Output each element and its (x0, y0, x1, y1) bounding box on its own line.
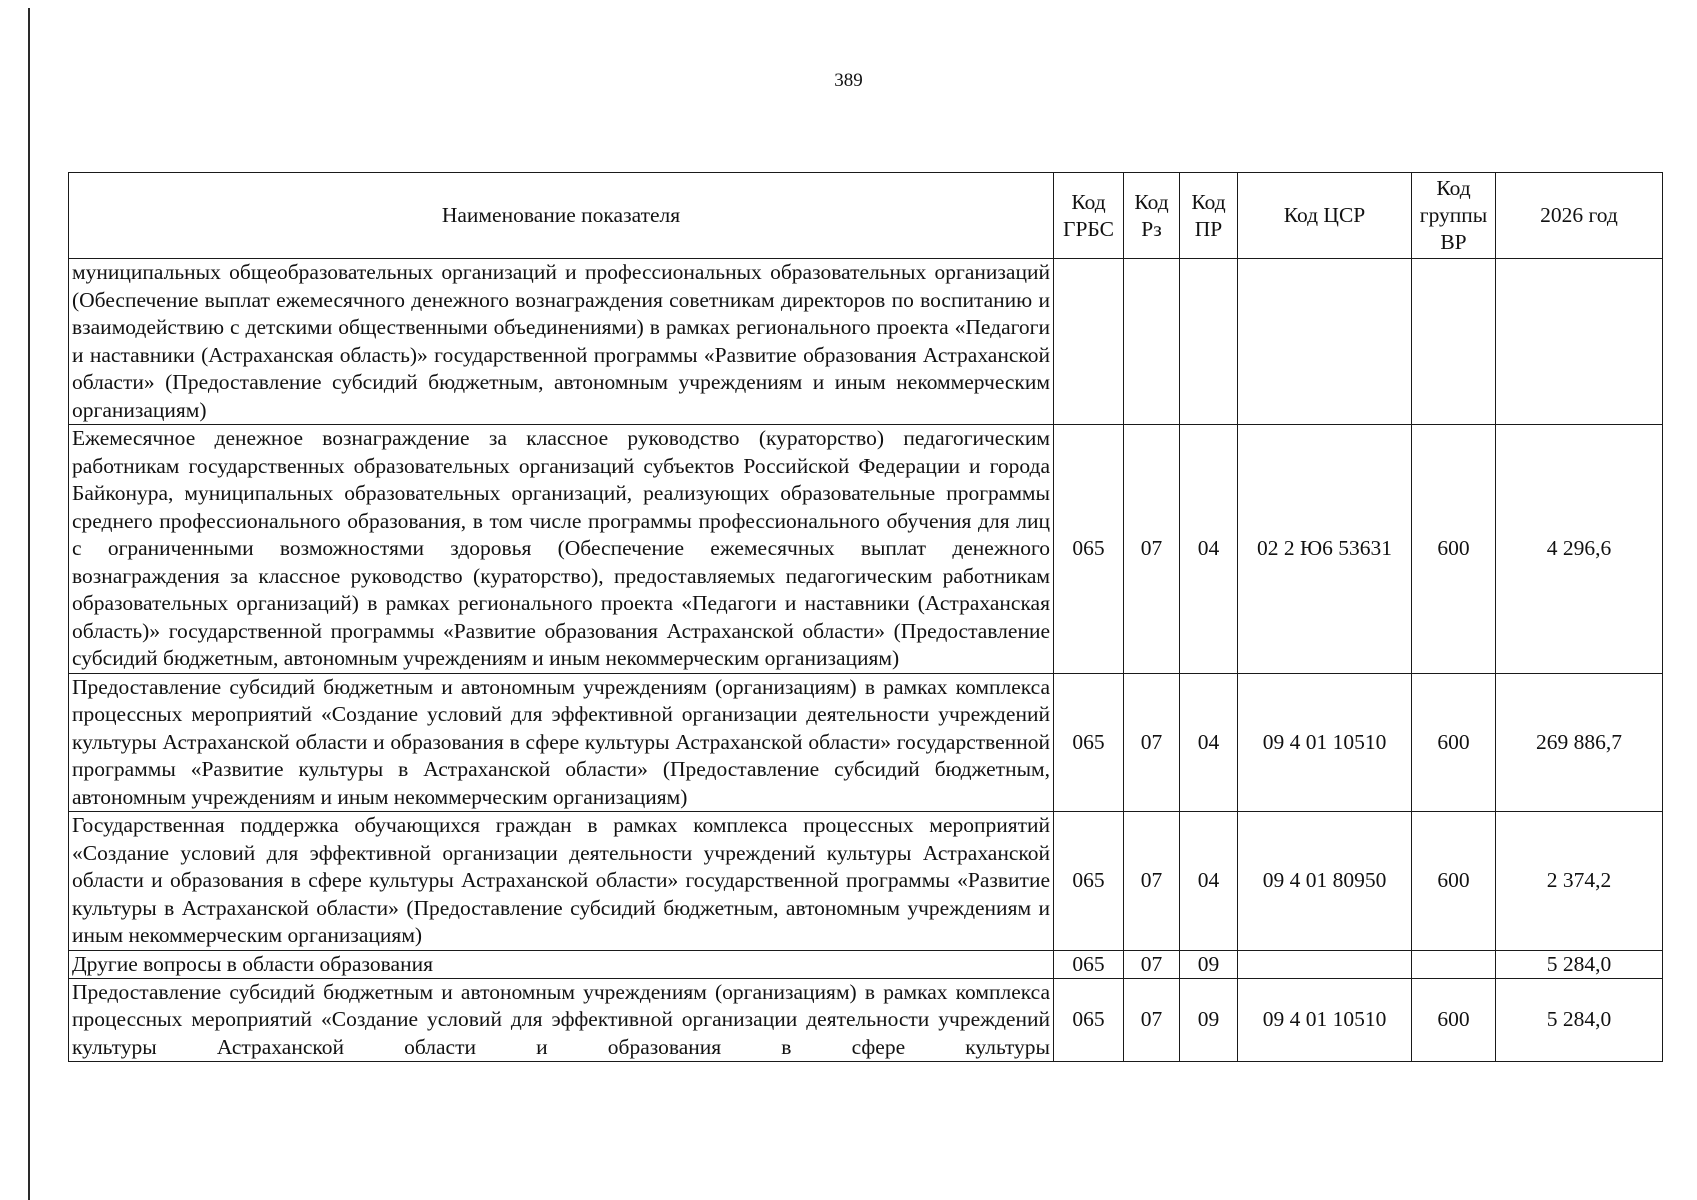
row-name: Предоставление субсидий бюджетным и автономным учреждениям (организациям) в рамках комплекса процессных мероприятий «Создание условий для эффективной организации деятельности учреждений культуры Астраханской области и образования в сфере культуры Астраханской области» государственной программы «Развитие культуры в Астраханской области» (Предоставление субсидий бюджетным, автономным учреждениям и иным некоммерческим организациям) (69, 673, 1054, 812)
table-row (69, 950, 1663, 978)
row-year: 269 886,7 (1496, 673, 1663, 812)
row-vr (1412, 950, 1496, 978)
table-row (69, 673, 1663, 812)
row-vr: 600 (1412, 978, 1496, 1062)
row-csr (1238, 950, 1412, 978)
row-year: 2 374,2 (1496, 812, 1663, 951)
budget-table (68, 172, 1663, 1062)
header-pr: Код ПР (1180, 173, 1238, 259)
header-grbs: Код ГРБС (1054, 173, 1124, 259)
row-name: Другие вопросы в области образования (69, 950, 1054, 978)
row-csr (1238, 259, 1412, 425)
row-year: 4 296,6 (1496, 425, 1663, 674)
row-grbs: 065 (1054, 425, 1124, 674)
header-vr: Код группы ВР (1412, 173, 1496, 259)
row-grbs: 065 (1054, 673, 1124, 812)
row-grbs: 065 (1054, 950, 1124, 978)
row-year (1496, 259, 1663, 425)
row-vr (1412, 259, 1496, 425)
row-csr: 09 4 01 10510 (1238, 978, 1412, 1062)
header-row (69, 173, 1663, 259)
row-grbs (1054, 259, 1124, 425)
header-csr: Код ЦСР (1238, 173, 1412, 259)
row-pr: 09 (1180, 978, 1238, 1062)
table-row (69, 259, 1663, 425)
row-name: муниципальных общеобразовательных организаций и профессиональных образовательных организаций (Обеспечение выплат ежемесячного денежного вознаграждения советникам директоров по воспитанию и взаимодействию с детскими общественными объединениями) в рамках регионального проекта «Педагоги и наставники (Астраханская область)» государственной программы «Развитие образования Астраханской области» (Предоставление субсидий бюджетным, автономным учреждениям и иным некоммерческим организациям) (69, 259, 1054, 425)
row-pr: 04 (1180, 673, 1238, 812)
row-rz: 07 (1124, 425, 1180, 674)
row-csr: 02 2 Ю6 53631 (1238, 425, 1412, 674)
row-year: 5 284,0 (1496, 950, 1663, 978)
table-row (69, 425, 1663, 674)
row-rz: 07 (1124, 978, 1180, 1062)
row-name: Ежемесячное денежное вознаграждение за классное руководство (кураторство) педагогическим работникам государственных образовательных организаций субъектов Российской Федерации и города Байконура, муниципальных образовательных организаций, реализующих образовательные программы среднего профессионального образования, в том числе программы профессионального обучения для лиц с ограниченными возможностями здоровья (Обеспечение ежемесячных выплат денежного вознаграждения за классное руководство (кураторство), предоставляемых педагогическим работникам образовательных организаций) в рамках регионального проекта «Педагоги и наставники (Астраханская область)» государственной программы «Развитие образования Астраханской области» (Предоставление субсидий бюджетным, автономным учреждениям и иным некоммерческим организациям) (69, 425, 1054, 674)
row-year: 5 284,0 (1496, 978, 1663, 1062)
row-rz: 07 (1124, 673, 1180, 812)
header-year: 2026 год (1496, 173, 1663, 259)
row-vr: 600 (1412, 425, 1496, 674)
row-csr: 09 4 01 80950 (1238, 812, 1412, 951)
binding-line (28, 8, 30, 1200)
row-vr: 600 (1412, 673, 1496, 812)
header-rz: Код Рз (1124, 173, 1180, 259)
row-csr: 09 4 01 10510 (1238, 673, 1412, 812)
row-rz (1124, 259, 1180, 425)
row-rz: 07 (1124, 812, 1180, 951)
page-number: 389 (834, 70, 863, 91)
row-grbs: 065 (1054, 978, 1124, 1062)
row-rz: 07 (1124, 950, 1180, 978)
row-name: Предоставление субсидий бюджетным и автономным учреждениям (организациям) в рамках комплекса процессных мероприятий «Создание условий для эффективной организации деятельности учреждений культуры Астраханской области и образования в сфере культуры (69, 978, 1054, 1062)
row-name: Государственная поддержка обучающихся граждан в рамках комплекса процессных мероприятий «Создание условий для эффективной организации деятельности учреждений культуры Астраханской области и образования в сфере культуры Астраханской области» государственной программы «Развитие культуры в Астраханской области» (Предоставление субсидий бюджетным, автономным учреждениям и иным некоммерческим организациям) (69, 812, 1054, 951)
table-row (69, 812, 1663, 951)
row-pr (1180, 259, 1238, 425)
row-pr: 09 (1180, 950, 1238, 978)
row-vr: 600 (1412, 812, 1496, 951)
header-name: Наименование показателя (69, 173, 1054, 259)
table-row (69, 978, 1663, 1062)
row-pr: 04 (1180, 812, 1238, 951)
row-grbs: 065 (1054, 812, 1124, 951)
row-pr: 04 (1180, 425, 1238, 674)
